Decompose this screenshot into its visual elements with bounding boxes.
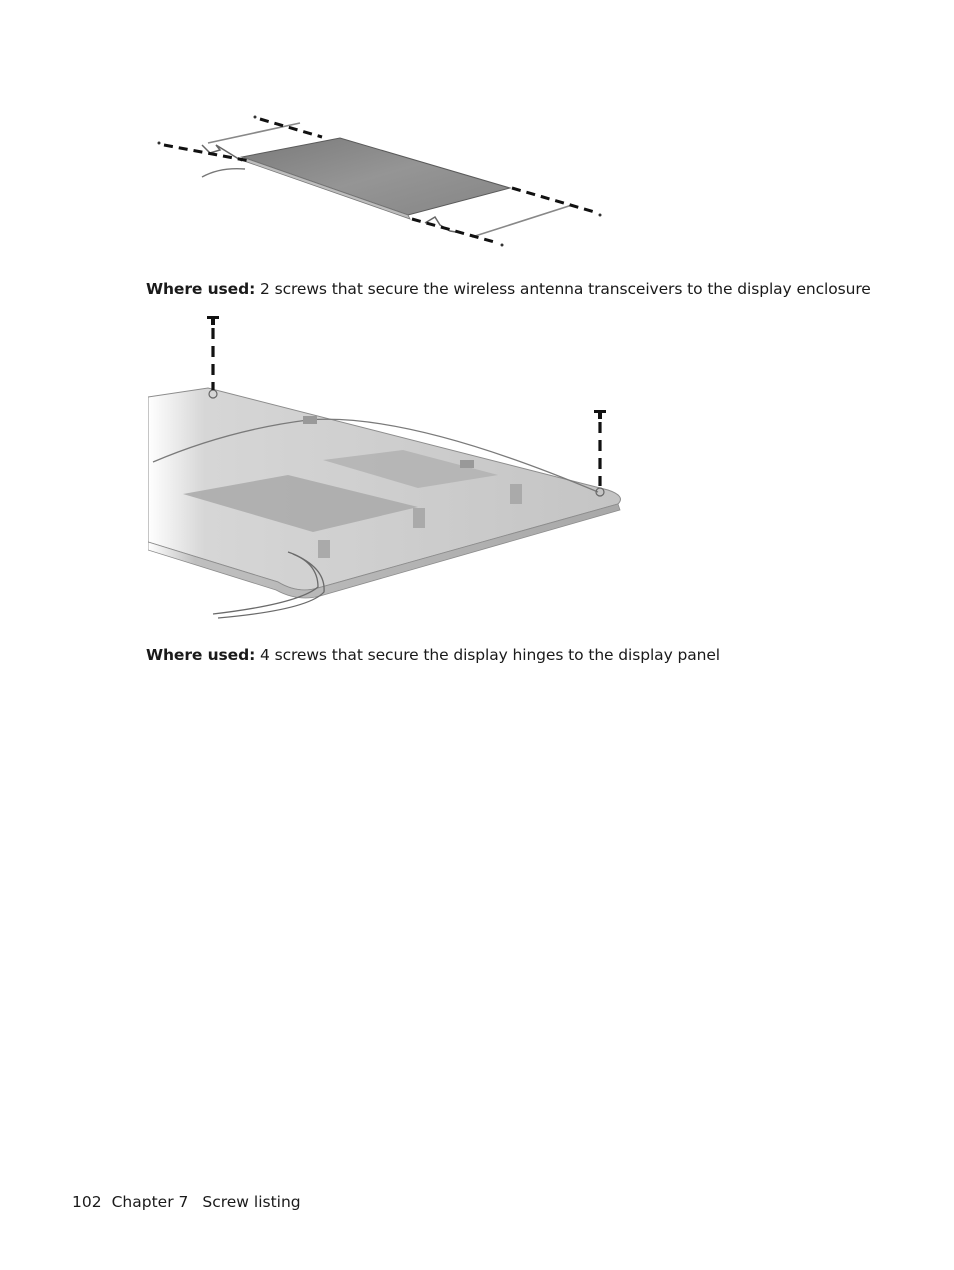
display-panel-illustration [150, 105, 620, 255]
caption-lead: Where used: [146, 280, 256, 298]
caption-text: 2 screws that secure the wireless antenna transceivers to the display enclosure [260, 280, 871, 298]
page-footer [72, 1192, 311, 1212]
chapter-label: Chapter 7 [111, 1193, 189, 1211]
page-number: 102 [72, 1193, 102, 1211]
display-enclosure-illustration [148, 312, 638, 624]
caption-text: 4 screws that secure the display hinges to the display panel [260, 646, 720, 664]
section-title: Screw listing [202, 1193, 301, 1211]
figure-caption [146, 279, 871, 299]
figure-caption [146, 645, 720, 665]
caption-lead: Where used: [146, 646, 256, 664]
